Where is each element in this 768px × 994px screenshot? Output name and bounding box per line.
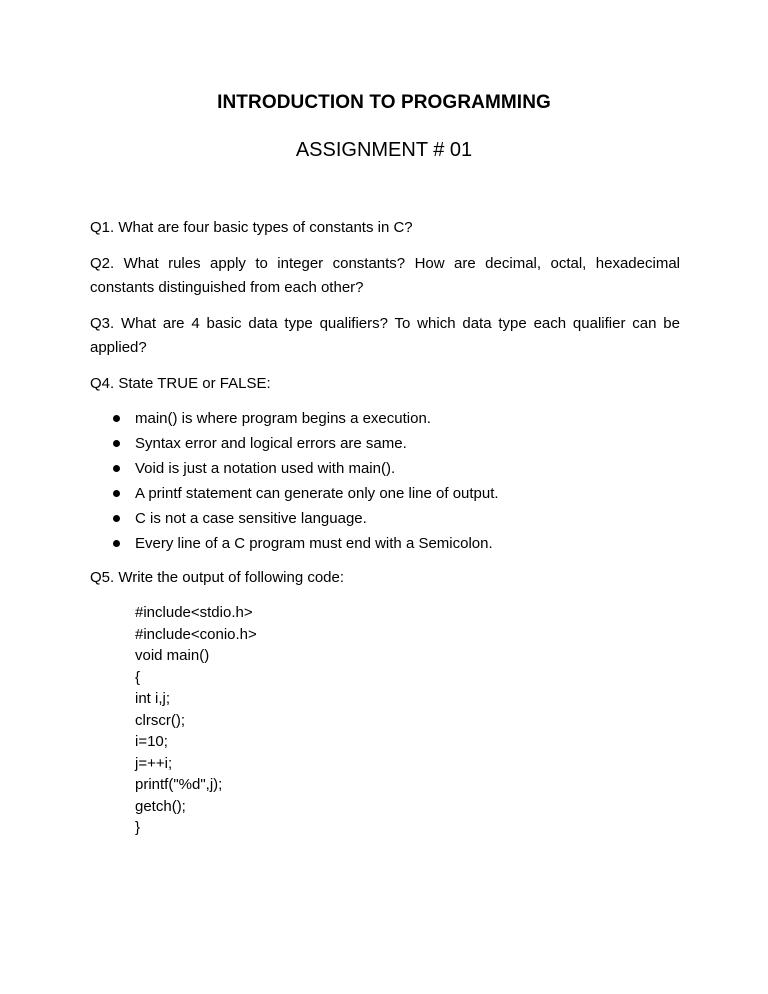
code-line: void main(): [135, 647, 210, 664]
question-4: Q4. State TRUE or FALSE:: [90, 375, 271, 392]
list-item: [110, 531, 680, 556]
code-line: #include<stdio.h>: [135, 604, 253, 621]
code-line: clrscr();: [135, 711, 185, 729]
bullet-icon: [113, 540, 120, 547]
question-2: Q2. What rules apply to integer constants? How are decimal, octal, hexadecimal constants distinguished from each other?: [90, 255, 680, 296]
questions-body: [90, 216, 680, 839]
code-line: #include<conio.h>: [135, 625, 257, 643]
bullet-icon: [113, 415, 120, 422]
bullet-icon: [113, 490, 120, 497]
list-item: [110, 481, 680, 506]
code-line: i=10;: [135, 733, 168, 750]
statement-text: C is not a case sensitive language.: [135, 510, 367, 527]
true-false-list: [90, 406, 680, 556]
statement-text: Every line of a C program must end with a Semicolon.: [135, 535, 493, 552]
document-title: INTRODUCTION TO PROGRAMMING: [217, 92, 551, 113]
list-item: [110, 431, 680, 456]
code-block: [135, 602, 680, 839]
question-3: Q3. What are 4 basic data type qualifiers? To which data type each qualifier can be applied?: [90, 315, 680, 356]
code-line: }: [135, 819, 141, 836]
code-line: int i,j;: [135, 690, 171, 707]
statement-text: Void is just a notation used with main().: [135, 460, 396, 477]
bullet-icon: [113, 515, 120, 522]
statement-text: main() is where program begins a execution.: [135, 410, 431, 427]
code-line: {: [135, 668, 141, 686]
statement-text: Syntax error and logical errors are same.: [135, 435, 407, 452]
code-line: getch();: [135, 797, 186, 815]
code-line: printf("%d",j);: [135, 776, 223, 793]
list-item: [110, 506, 680, 531]
question-1: Q1. What are four basic types of constants in C?: [90, 219, 413, 236]
list-item: [110, 456, 680, 481]
bullet-icon: [113, 465, 120, 472]
list-item: [110, 406, 680, 431]
bullet-icon: [113, 440, 120, 447]
assignment-subtitle: ASSIGNMENT # 01: [295, 139, 473, 161]
code-line: j=++i;: [135, 754, 173, 772]
question-5: Q5. Write the output of following code:: [90, 569, 345, 586]
statement-text: A printf statement can generate only one line of output.: [135, 485, 499, 502]
